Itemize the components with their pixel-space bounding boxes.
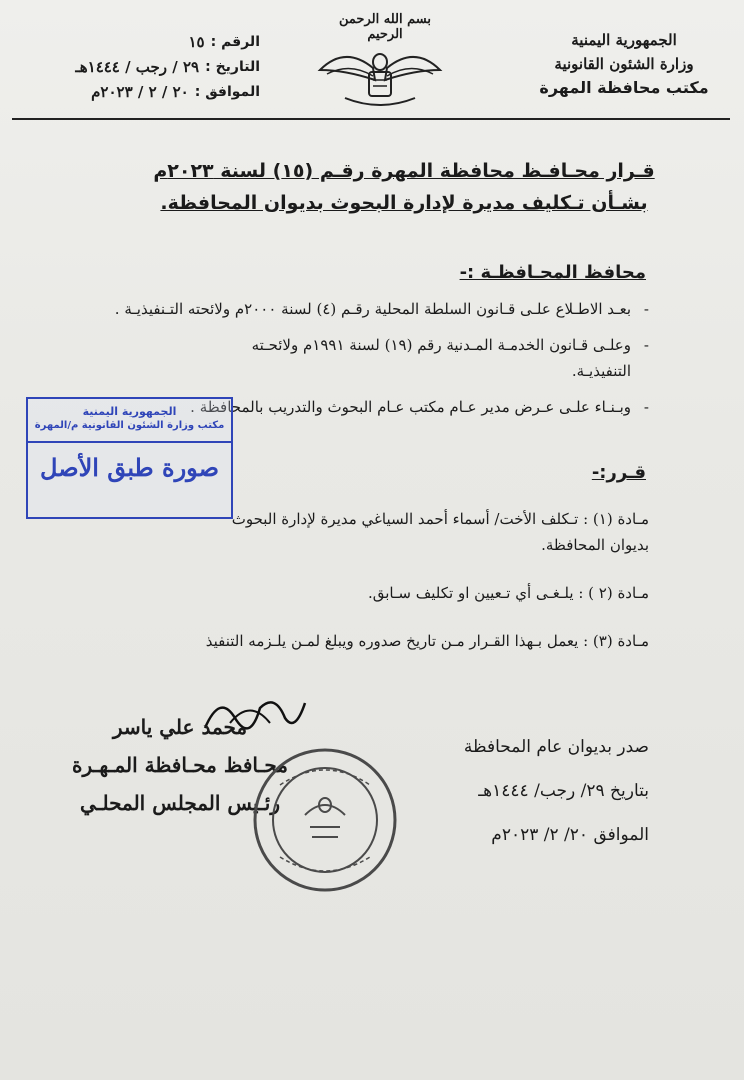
signatory-title-1: محـافظ محـافظة المـهـرة <box>72 753 288 777</box>
number-label: الرقم : <box>210 34 260 50</box>
article-item: مـادة (١) : تـكلف الأخت/ أسماء أحمد السياغي مديرة لإدارة البحوث بديوان المحافظة. <box>231 510 649 554</box>
stamp-line-2: مكتب وزارة الشئون القانونية م/المهرة <box>34 420 225 431</box>
date-value: ٢٩ / رجب / ١٤٤٤هـ <box>75 58 200 76</box>
article-item: مـادة (٣) : يعمل بـهذا القـرار مـن تاريخ صدوره ويبلغ لمـن يلـزمه التنفيذ <box>205 632 649 650</box>
number-row <box>10 30 260 55</box>
stamp-line-3: صورة طبق الأصل <box>40 453 219 482</box>
article-item: مـادة (٢ ) : يلـغـى أي تـعيين او تكليف سـابق. <box>367 584 649 602</box>
preamble-item: - بعـد الاطـلاع علـى قـانون السلطة المحلية رقـم (٤) لسنة ٢٠٠٠م ولائحته التـنفيذيـة . <box>89 296 649 322</box>
date-label: التاريخ : <box>205 59 260 75</box>
number-value: ١٥ <box>188 33 205 51</box>
letterhead-org <box>524 28 724 100</box>
decision-title <box>104 155 704 219</box>
title-line-2: بشـأن تـكليف مديرة لإدارة البحوث بديوان المحافظة. <box>160 192 648 214</box>
basmala: بسم الله الرحمن الرحيم <box>339 12 431 42</box>
round-official-stamp-icon <box>250 745 400 895</box>
stamp-divider <box>28 441 231 443</box>
issued-block <box>389 725 649 857</box>
signatory-name: محمد علي ياسر <box>112 715 248 739</box>
stamp-line-1: الجمهورية اليمنية <box>82 405 177 418</box>
certified-copy-stamp <box>26 397 233 519</box>
title-line-1: قـرار محـافـظ محافظة المهرة رقـم (١٥) لسنة ٢٠٢٣م <box>153 160 655 182</box>
reference-block <box>10 30 260 105</box>
org-line-3: مكتب محافظة المهرة <box>539 78 709 97</box>
decision-heading: قـرر:- <box>591 462 646 483</box>
preamble-item: - وعلـى قـانون الخدمـة المـدنية رقم (١٩) لسنة ١٩٩١م ولائحـته التنفيذيـة. <box>89 332 649 384</box>
issued-line-1: صدر بديوان عام المحافظة <box>463 737 649 757</box>
issued-line-2: بتاريخ ٢٩/ رجب/ ١٤٤٤هـ <box>478 781 649 801</box>
approx-date-row <box>10 80 260 105</box>
date-row <box>10 55 260 80</box>
eagle-emblem-icon <box>315 40 445 110</box>
approx-date-label: الموافق : <box>194 84 260 100</box>
preamble-item: - وبـنـاء علـى عـرض مدير عـام مكتب عـام البحوث والتدريب بالمحافظة . <box>89 394 649 420</box>
articles-list <box>89 506 649 654</box>
org-line-1: الجمهورية اليمنية <box>571 31 677 49</box>
issued-line-3: الموافق ٢٠/ ٢/ ٢٠٢٣م <box>491 825 649 845</box>
signatory-title-2: رئـيس المجلس المحلـي <box>79 791 281 815</box>
header-divider <box>12 118 730 120</box>
org-line-2: وزارة الشئون القانونية <box>554 55 694 73</box>
approx-date-value: ٢٠ / ٢ / ٢٠٢٣م <box>91 83 189 101</box>
governor-heading: محافظ المحـافظـة :- <box>459 262 646 283</box>
